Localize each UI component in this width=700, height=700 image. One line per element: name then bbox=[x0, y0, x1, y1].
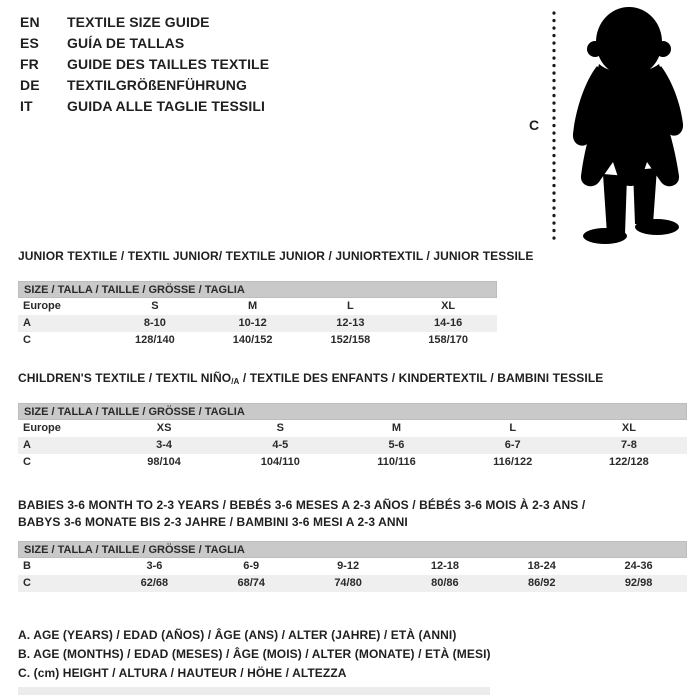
size-value-cell: 68/74 bbox=[237, 577, 265, 589]
table-title bbox=[18, 514, 687, 531]
language-row bbox=[20, 75, 269, 96]
guide-title-translation: GUIDA ALLE TAGLIE TESSILI bbox=[67, 98, 265, 114]
language-row bbox=[20, 96, 269, 117]
table-title bbox=[18, 370, 687, 388]
row-label: Europe bbox=[23, 300, 61, 312]
guide-title-translation: GUIDE DES TAILLES TEXTILE bbox=[67, 56, 270, 72]
size-value-cell: S bbox=[276, 422, 284, 434]
guide-title-translation: TEXTILGRÖßENFÜHRUNG bbox=[67, 77, 248, 93]
size-table-0 bbox=[18, 248, 534, 349]
row-label: C bbox=[23, 334, 31, 346]
size-value-cell: S bbox=[151, 300, 159, 312]
size-table-2 bbox=[18, 497, 687, 592]
table-title-segment: BABIES 3-6 MONTH TO 2-3 YEARS / BEBÉS 3-6 MESES A 2-3 AÑOS / BÉBÉS 3-6 MOIS À 2-3 ANS / bbox=[18, 498, 586, 512]
size-value-cell: 140/152 bbox=[232, 334, 273, 346]
size-value-cell: M bbox=[391, 422, 402, 434]
size-value-cell: 8-10 bbox=[143, 317, 166, 329]
size-value-cell: M bbox=[248, 300, 258, 312]
size-header-bar: SIZE / TALLA / TAILLE / GRÖSSE / TAGLIA bbox=[18, 281, 497, 298]
language-code: DE bbox=[20, 77, 40, 93]
size-header-bar: SIZE / TALLA / TAILLE / GRÖSSE / TAGLIA bbox=[18, 541, 687, 558]
size-value-cell: 6-9 bbox=[243, 560, 260, 572]
size-value-cell: 74/80 bbox=[334, 577, 362, 589]
size-value-cell: 80/86 bbox=[431, 577, 459, 589]
size-table-1 bbox=[18, 370, 687, 471]
size-value-cell: 122/128 bbox=[609, 456, 649, 468]
legend bbox=[18, 626, 491, 683]
size-value-cell: XS bbox=[156, 422, 172, 434]
legend-line: C. (cm) HEIGHT / ALTURA / HAUTEUR / HÖHE / ALTEZZA bbox=[18, 666, 347, 680]
size-value-cell: 128/140 bbox=[134, 334, 175, 346]
table-title bbox=[18, 248, 534, 265]
language-code: EN bbox=[20, 14, 40, 30]
size-value-cell: 104/110 bbox=[260, 456, 300, 468]
row-label: C bbox=[23, 456, 31, 468]
size-value-cell: 9-12 bbox=[337, 560, 360, 572]
toddler-silhouette-icon bbox=[523, 4, 695, 248]
size-value-cell: 18-24 bbox=[527, 560, 556, 572]
size-value-cell: 10-12 bbox=[238, 317, 267, 329]
table-title-segment: CHILDREN'S TEXTILE / TEXTIL NIÑO bbox=[18, 371, 232, 385]
legend-line: B. AGE (MONTHS) / EDAD (MESES) / ÂGE (MOIS) / ALTER (MONATE) / ETÀ (MESI) bbox=[18, 647, 491, 661]
size-value-cell: 7-8 bbox=[620, 439, 637, 451]
language-row bbox=[20, 54, 269, 75]
size-value-cell: 3-6 bbox=[146, 560, 163, 572]
table-row bbox=[18, 454, 687, 471]
language-code: ES bbox=[20, 35, 39, 51]
table-title-subscript: /A bbox=[231, 377, 240, 386]
row-label: Europe bbox=[23, 422, 61, 434]
size-value-cell: 5-6 bbox=[388, 439, 405, 451]
toddler-height-figure bbox=[523, 4, 695, 248]
table-title-segment: JUNIOR TEXTILE / TEXTIL JUNIOR/ TEXTILE JUNIOR / JUNIORTEXTIL / JUNIOR TESSILE bbox=[18, 249, 534, 263]
size-value-cell: 12-13 bbox=[336, 317, 365, 329]
table-title-segment: / TEXTILE DES ENFANTS / KINDERTEXTIL / BAMBINI TESSILE bbox=[239, 371, 604, 385]
guide-title-translation: TEXTILE SIZE GUIDE bbox=[67, 14, 210, 30]
table-row bbox=[18, 437, 687, 454]
table-row bbox=[18, 315, 497, 332]
guide-title-translation: GUÍA DE TALLAS bbox=[67, 35, 185, 51]
table-title bbox=[18, 497, 687, 514]
row-label: A bbox=[23, 317, 31, 329]
table-row bbox=[18, 420, 687, 437]
size-value-cell: 152/158 bbox=[330, 334, 371, 346]
language-code: FR bbox=[20, 56, 39, 72]
size-value-cell: 6-7 bbox=[504, 439, 521, 451]
language-row bbox=[20, 12, 269, 33]
table-row bbox=[18, 558, 687, 575]
size-value-cell: 24-36 bbox=[624, 560, 653, 572]
language-code: IT bbox=[20, 98, 33, 114]
size-value-cell: 98/104 bbox=[147, 456, 181, 468]
size-value-cell: L bbox=[509, 422, 517, 434]
size-value-cell: 116/122 bbox=[493, 456, 533, 468]
size-value-cell: 86/92 bbox=[527, 577, 556, 589]
size-value-cell: XL bbox=[441, 300, 456, 312]
language-title-list bbox=[20, 12, 269, 117]
legend-line: A. AGE (YEARS) / EDAD (AÑOS) / ÂGE (ANS) / ALTER (JAHRE) / ETÀ (ANNI) bbox=[18, 628, 457, 642]
table-row bbox=[18, 332, 497, 349]
row-label: C bbox=[23, 577, 31, 589]
table-rows bbox=[18, 298, 497, 349]
height-measure-label: C bbox=[529, 117, 540, 133]
row-label: A bbox=[23, 439, 31, 451]
size-value-cell: 14-16 bbox=[434, 317, 463, 329]
size-value-cell: 158/170 bbox=[428, 334, 468, 346]
size-value-cell: 3-4 bbox=[156, 439, 173, 451]
table-row bbox=[18, 575, 687, 592]
size-header-bar: SIZE / TALLA / TAILLE / GRÖSSE / TAGLIA bbox=[18, 403, 687, 420]
size-value-cell: XL bbox=[621, 422, 636, 434]
size-value-cell: L bbox=[347, 300, 354, 312]
size-value-cell: 92/98 bbox=[624, 577, 653, 589]
table-row bbox=[18, 298, 497, 315]
size-value-cell: 12-18 bbox=[430, 560, 459, 572]
table-rows bbox=[18, 558, 687, 592]
cutoff-table-header-bar bbox=[18, 687, 490, 695]
language-row bbox=[20, 33, 269, 54]
size-value-cell: 4-5 bbox=[272, 439, 289, 451]
table-title-segment: BABYS 3-6 MONATE BIS 2-3 JAHRE / BAMBINI 3-6 MESI A 2-3 ANNI bbox=[18, 515, 408, 529]
row-label: B bbox=[23, 560, 31, 572]
table-rows bbox=[18, 420, 687, 471]
size-value-cell: 62/68 bbox=[140, 577, 169, 589]
size-value-cell: 110/116 bbox=[377, 456, 416, 468]
